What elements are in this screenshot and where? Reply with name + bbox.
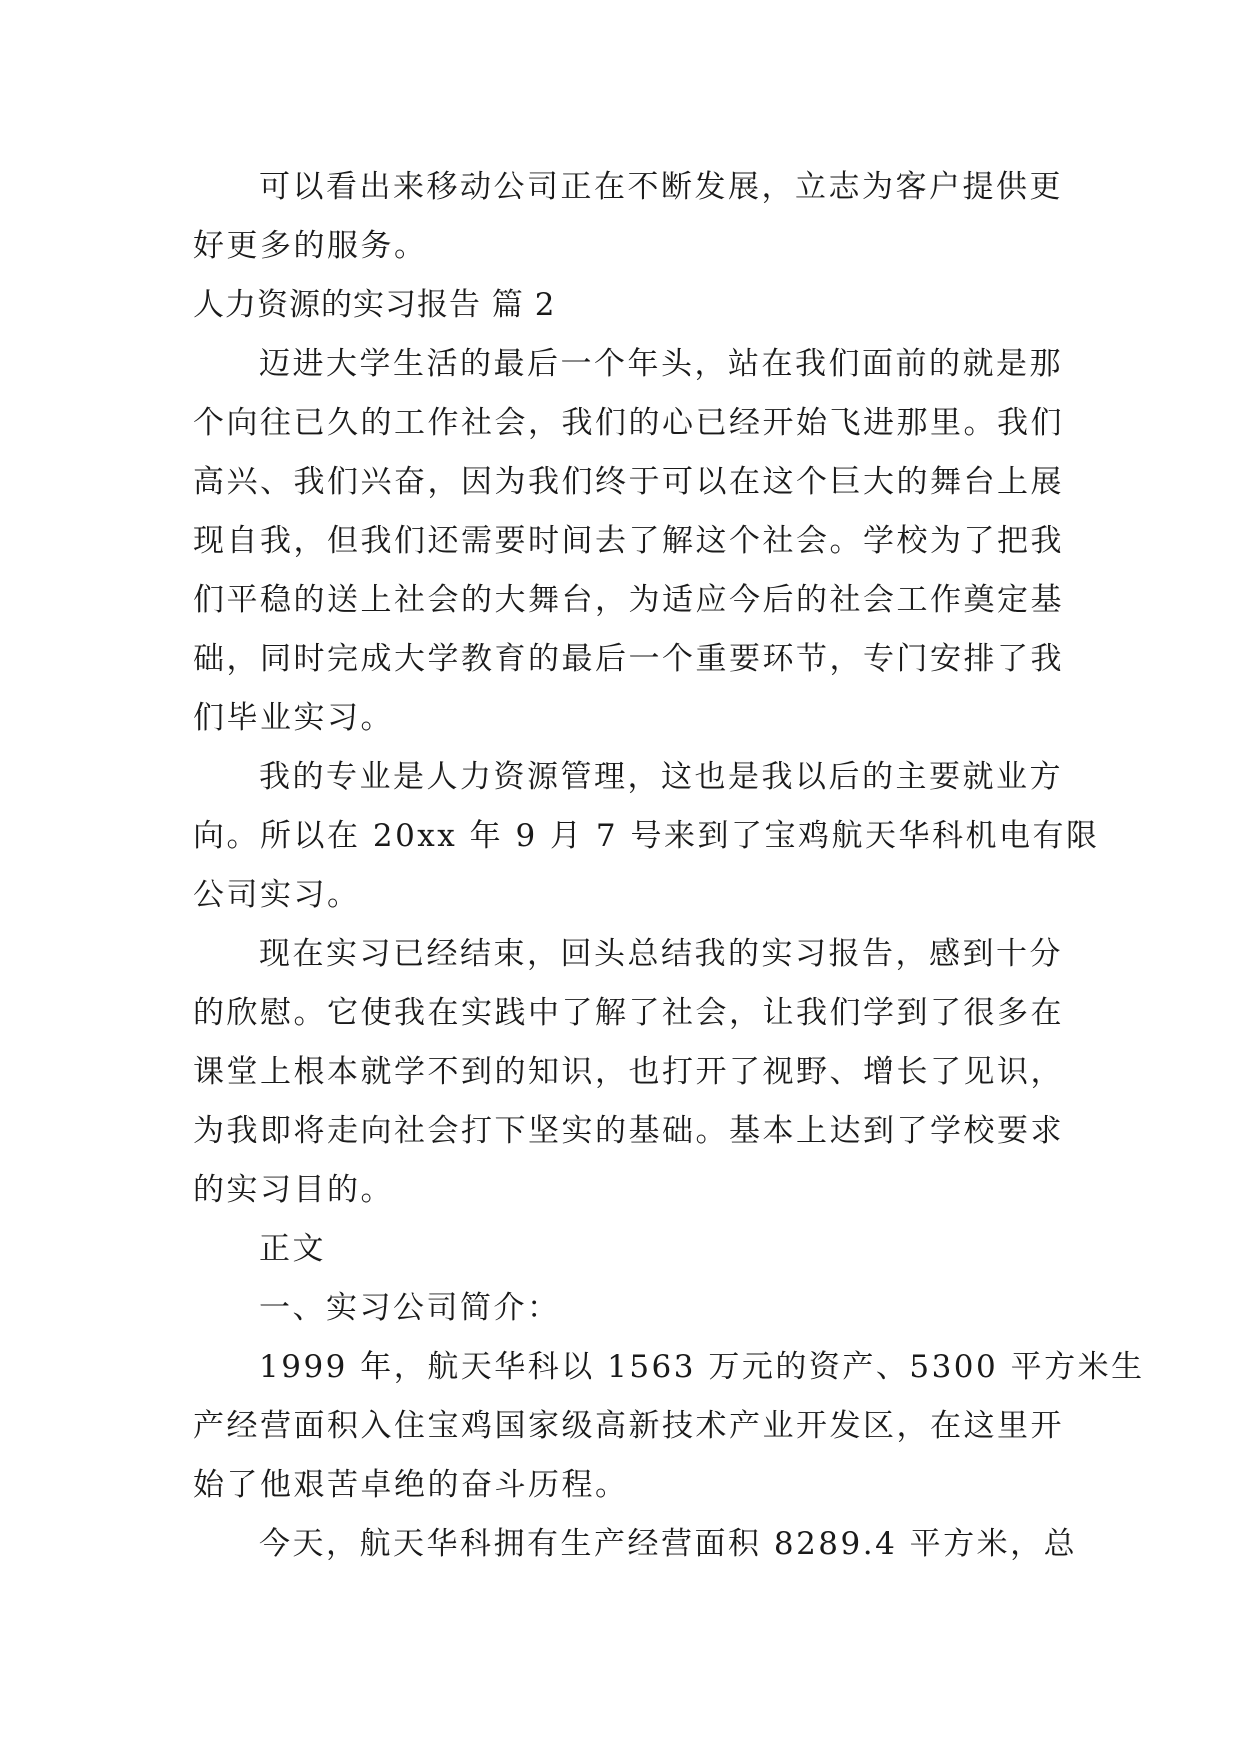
text-line: 1999 年，航天华科以 1563 万元的资产、5300 平方米生 [259, 1349, 1145, 1385]
paragraph [193, 1515, 1078, 1574]
paragraph [193, 335, 1064, 748]
paragraph [193, 748, 1100, 925]
text-line: 正文 [259, 1231, 326, 1267]
text-line: 高兴、我们兴奋，因为我们终于可以在这个巨大的舞台上展 [193, 464, 1064, 500]
text-line: 们毕业实习。 [193, 700, 394, 736]
text-line: 为我即将走向社会打下坚实的基础。基本上达到了学校要求 [193, 1113, 1064, 1149]
paragraph [193, 158, 1061, 276]
text-line: 一、实习公司简介： [259, 1290, 561, 1326]
text-line: 迈进大学生活的最后一个年头，站在我们面前的就是那 [259, 346, 1063, 382]
paragraph [193, 1220, 1061, 1279]
text-line: 现自我，但我们还需要时间去了解这个社会。学校为了把我 [193, 523, 1064, 559]
text-line: 的实习目的。 [193, 1172, 394, 1208]
text-line: 公司实习。 [193, 877, 361, 913]
text-line: 可以看出来移动公司正在不断发展，立志为客户提供更 [259, 169, 1063, 205]
text-line: 向。所以在 20xx 年 9 月 7 号来到了宝鸡航天华科机电有限 [193, 818, 1100, 854]
section-heading [193, 276, 1061, 335]
text-line: 个向往已久的工作社会，我们的心已经开始飞进那里。我们 [193, 405, 1064, 441]
paragraph [193, 1279, 1061, 1338]
text-line: 课堂上根本就学不到的知识，也打开了视野、增长了见识， [193, 1054, 1064, 1090]
text-line: 产经营面积入住宝鸡国家级高新技术产业开发区，在这里开 [193, 1408, 1064, 1444]
text-line: 现在实习已经结束，回头总结我的实习报告，感到十分 [259, 936, 1063, 972]
text-line: 人力资源的实习报告 篇 2 [193, 287, 556, 323]
text-line: 始了他艰苦卓绝的奋斗历程。 [193, 1467, 629, 1503]
paragraph [193, 925, 1064, 1220]
text-line: 的欣慰。它使我在实践中了解了社会，让我们学到了很多在 [193, 995, 1064, 1031]
text-line: 今天，航天华科拥有生产经营面积 8289.4 平方米，总 [259, 1526, 1078, 1562]
paragraph [193, 1338, 1145, 1515]
text-line: 我的专业是人力资源管理，这也是我以后的主要就业方 [259, 759, 1063, 795]
document-body [193, 158, 1145, 1574]
text-line: 础，同时完成大学教育的最后一个重要环节，专门安排了我 [193, 641, 1064, 677]
text-line: 们平稳的送上社会的大舞台，为适应今后的社会工作奠定基 [193, 582, 1064, 618]
text-line: 好更多的服务。 [193, 228, 428, 264]
